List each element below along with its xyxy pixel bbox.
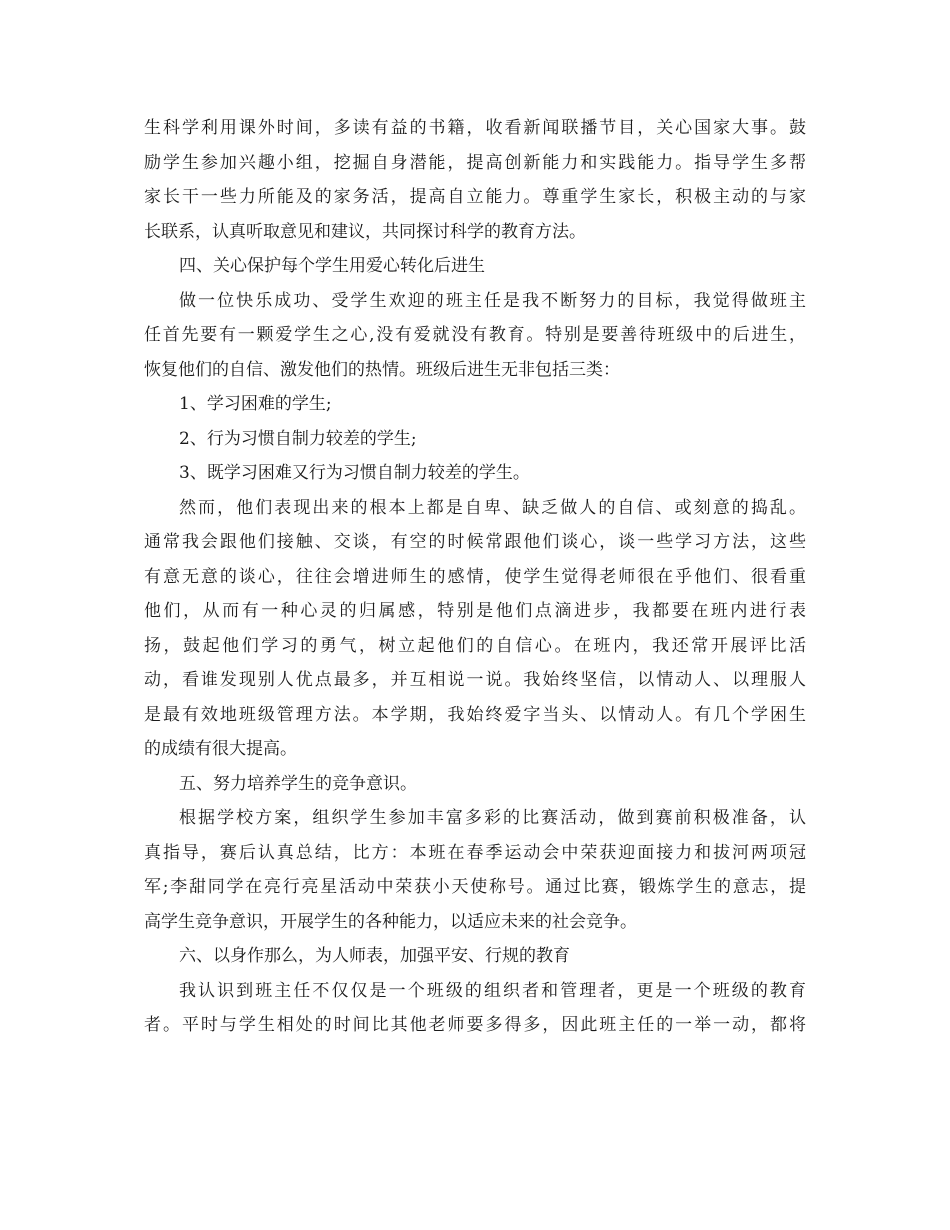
text-line: 任首先要有一颗爱学生之心,没有爱就没有教育。特别是要善待班级中的后进生， xyxy=(144,325,806,345)
text-line: 高学生竞争意识，开展学生的各种能力，以适应未来的社会竞争。 xyxy=(144,911,637,932)
text-line: 者。平时与学生相处的时间比其他老师要多得多，因此班主任的一举一动，都将 xyxy=(144,1015,806,1035)
text-line: 励学生参加兴趣小组，挖掘自身潜能，提高创新能力和实践能力。指导学生多帮 xyxy=(144,152,806,173)
text-line: 真指导，赛后认真总结，比方：本班在春季运动会中荣获迎面接力和拔河两项冠 xyxy=(144,842,806,863)
text-line: 有意无意的谈心，往往会增进师生的感情，使学生觉得老师很在乎他们、很看重 xyxy=(144,566,806,587)
text-line: 我认识到班主任不仅仅是一个班级的组织者和管理者，更是一个班级的教育 xyxy=(179,980,806,1001)
text-line: 恢复他们的自信、激发他们的热情。班级后进生无非包括三类： xyxy=(144,359,620,380)
text-line: 通常我会跟他们接触、交谈，有空的时候常跟他们谈心，谈一些学习方法，这些 xyxy=(144,532,806,552)
text-line: 军;李甜同学在亮行亮星活动中荣获小天使称号。通过比赛，锻炼学生的意志，提 xyxy=(144,877,806,897)
text-line: 六、以身作那么，为人师表，加强平安、行规的教育 xyxy=(179,946,570,966)
text-line: 扬，鼓起他们学习的勇气，树立起他们的自信心。在班内，我还常开展评比活 xyxy=(144,635,806,656)
text-line: 根据学校方案，组织学生参加丰富多彩的比赛活动，做到赛前积极准备，认 xyxy=(179,808,806,828)
text-line: 3、既学习困难又行为习惯自制力较差的学生。 xyxy=(179,463,530,483)
text-line: 1、学习困难的学生; xyxy=(179,394,332,414)
text-line: 家长干一些力所能及的家务活，提高自立能力。尊重学生家长，积极主动的与家 xyxy=(144,187,806,207)
text-line: 做一位快乐成功、受学生欢迎的班主任是我不断努力的目标，我觉得做班主 xyxy=(179,290,806,311)
text-line: 的成绩有很大提高。 xyxy=(144,739,297,759)
text-line: 五、努力培养学生的竞争意识。 xyxy=(179,773,417,794)
document-page xyxy=(144,111,806,1043)
text-line: 2、行为习惯自制力较差的学生; xyxy=(179,428,417,449)
text-line: 他们，从而有一种心灵的归属感，特别是他们点滴进步，我都要在班内进行表 xyxy=(144,601,806,621)
text-line: 是最有效地班级管理方法。本学期，我始终爱字当头、以情动人。有几个学困生 xyxy=(144,704,806,725)
text-line: 动，看谁发现别人优点最多，并互相说一说。我始终坚信，以情动人、以理服人 xyxy=(144,670,806,690)
text-line: 然而，他们表现出来的根本上都是自卑、缺乏做人的自信、或刻意的捣乱。 xyxy=(179,497,806,518)
text-line: 四、关心保护每个学生用爱心转化后进生 xyxy=(179,256,485,276)
text-line: 长联系，认真听取意见和建议，共同探讨科学的教育方法。 xyxy=(144,221,586,242)
text-line: 生科学利用课外时间，多读有益的书籍，收看新闻联播节目，关心国家大事。鼓 xyxy=(144,118,806,138)
